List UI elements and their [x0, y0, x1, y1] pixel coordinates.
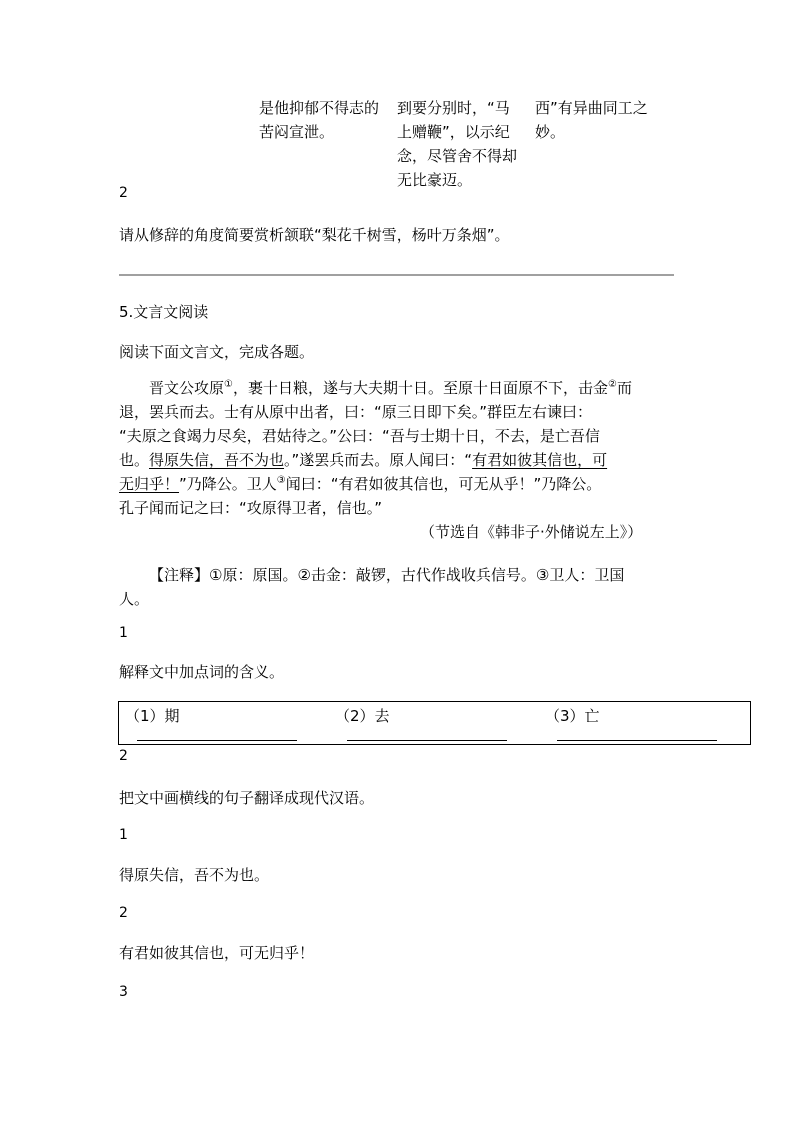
underlined-sentence: 得原失信，吾不为也	[149, 451, 285, 469]
question-number: 2	[119, 185, 128, 201]
table-cell-line: 无比豪迈。	[397, 171, 473, 189]
sub-question-number: 1	[119, 827, 128, 843]
table-col-1	[259, 96, 391, 144]
section-instruction: 阅读下面文言文，完成各题。	[119, 343, 315, 361]
section-title: 5.文言文阅读	[119, 303, 209, 321]
question-number: 2	[119, 748, 128, 764]
table-cell-line: 念，尽管舍不得却	[397, 147, 518, 165]
passage-line: “夫原之食竭力尽矣，君姑待之。”公曰：“吾与士期十日，不去，是亡吾信	[119, 427, 600, 445]
answer-item-label: （2）去	[335, 707, 390, 725]
passage-source: （节选自《韩非子·外储说左上》）	[420, 523, 643, 541]
table-cell-line: 是他抑郁不得志的	[259, 99, 380, 117]
footnote-marker: ③	[276, 475, 286, 486]
answer-blank[interactable]	[557, 740, 717, 741]
question-prompt: 请从修辞的角度简要赏析颔联“梨花千树雪，杨叶万条烟”。	[119, 226, 510, 244]
underlined-sentence: 有君如彼其信也，可	[472, 451, 608, 469]
table-cell-line: 上赠鞭”，以示纪	[397, 123, 510, 141]
passage-line: 也。得原失信，吾不为也。”遂罢兵而去。原人闻曰：“有君如彼其信也，可	[119, 451, 608, 469]
answer-blank[interactable]	[137, 740, 297, 741]
table-cell-line: 苦闷宣泄。	[259, 123, 335, 141]
table-cell-line: 妙。	[535, 123, 566, 141]
question-prompt: 把文中画横线的句子翻译成现代汉语。	[119, 789, 375, 807]
passage-notes: 【注释】①原：原国。②击金：敲锣，古代作战收兵信号。③卫人：卫国 人。	[119, 566, 625, 608]
table-cell-line: 到要分别时，“马	[397, 99, 510, 117]
table-col-2	[397, 96, 529, 192]
sub-question-number: 3	[119, 984, 128, 1000]
sub-question-text: 有君如彼其信也，可无归乎！	[119, 944, 315, 962]
answer-table	[118, 701, 751, 745]
sub-question-text: 得原失信，吾不为也。	[119, 866, 270, 884]
section-divider	[119, 274, 674, 276]
sub-question-number: 2	[119, 905, 128, 921]
passage-line: 晋文公攻原①，裹十日粮，遂与大夫期十日。至原十日面原不下，击金②而	[149, 379, 632, 397]
passage-line: 退，罢兵而去。士有从原中出者，曰：“原三日即下矣。”群臣左右谏曰：	[119, 403, 593, 421]
question-number: 1	[119, 625, 128, 641]
underlined-sentence: 无归乎！	[119, 475, 180, 493]
table-cell-line: 西”有异曲同工之	[535, 99, 648, 117]
question-prompt: 解释文中加点词的含义。	[119, 663, 285, 681]
answer-item-label: （3）亡	[545, 707, 600, 725]
table-col-3	[535, 96, 670, 144]
classical-passage	[119, 376, 679, 520]
answer-item-label: （1）期	[125, 707, 180, 725]
passage-line: 无归乎！”乃降公。卫人③闻曰：“有君如彼其信也，可无从乎！”乃降公。	[119, 475, 602, 493]
footnote-marker: ①	[224, 379, 233, 390]
passage-line: 孔子闻而记之曰：“攻原得卫者，信也。”	[119, 499, 383, 517]
footnote-marker: ②	[608, 379, 617, 390]
answer-blank[interactable]	[347, 740, 507, 741]
